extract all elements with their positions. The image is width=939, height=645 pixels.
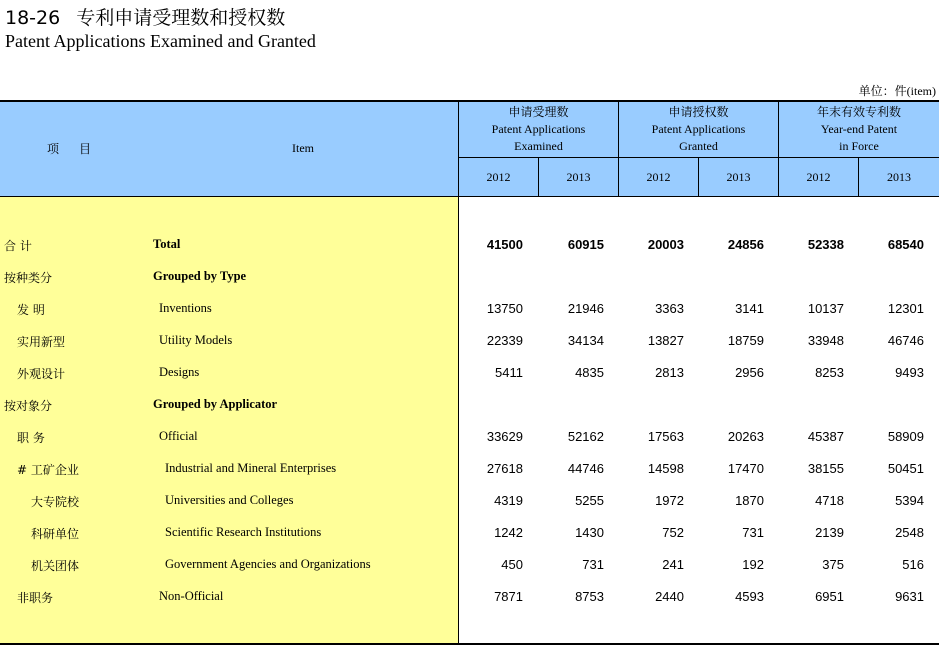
table-row bbox=[0, 301, 939, 321]
row-label-en: Utility Models bbox=[159, 333, 233, 347]
group-cn: 申请授权数 bbox=[668, 105, 729, 119]
row-label-cn: 非职务 bbox=[17, 591, 54, 605]
value-cell: 52162 bbox=[567, 429, 604, 444]
header-year: 2012 bbox=[486, 170, 511, 184]
table-row bbox=[0, 397, 939, 417]
value-cell: 22339 bbox=[486, 333, 523, 348]
group-cn: 年末有效专利数 bbox=[816, 105, 901, 119]
table-row bbox=[0, 493, 939, 513]
table-row bbox=[0, 429, 939, 449]
value-cell: 34134 bbox=[567, 333, 604, 348]
row-label-cn: 实用新型 bbox=[17, 335, 66, 349]
row-label-cn: 按种类分 bbox=[4, 271, 53, 285]
row-label-cn: 科研单位 bbox=[31, 527, 80, 541]
row-label-en: Government Agencies and Organizations bbox=[165, 557, 371, 571]
header-bottom-rule bbox=[0, 196, 939, 197]
row-label-en: Total bbox=[153, 237, 181, 251]
row-label-en: Designs bbox=[159, 365, 200, 379]
value-cell: 17470 bbox=[727, 461, 764, 476]
value-cell: 2956 bbox=[735, 365, 764, 380]
group-cn: 申请受理数 bbox=[508, 105, 569, 119]
row-label-cn: 按对象分 bbox=[4, 399, 53, 413]
value-cell: 13750 bbox=[486, 301, 523, 316]
value-cell: 5411 bbox=[495, 365, 523, 380]
group-en-line1: Year-end Patent bbox=[820, 122, 898, 136]
value-cell: 516 bbox=[902, 557, 924, 572]
value-cell: 12301 bbox=[887, 301, 924, 316]
value-cell: 33629 bbox=[486, 429, 523, 444]
table-title-cn bbox=[5, 3, 285, 30]
row-label-en: Scientific Research Institutions bbox=[165, 525, 322, 539]
value-cell: 4835 bbox=[575, 365, 604, 380]
value-cell: 33948 bbox=[807, 333, 844, 348]
group-en-line1: Patent Applications bbox=[491, 122, 586, 136]
value-cell: 3363 bbox=[655, 301, 684, 316]
value-cell: 731 bbox=[742, 525, 764, 540]
row-label-cn: 发 明 bbox=[17, 303, 45, 317]
value-cell: 2548 bbox=[895, 525, 924, 540]
value-cell: 4319 bbox=[494, 493, 523, 508]
row-label-cn: 大专院校 bbox=[31, 495, 80, 509]
value-cell: 450 bbox=[501, 557, 523, 572]
row-label-en: Grouped by Applicator bbox=[153, 397, 278, 411]
header-year: 2013 bbox=[887, 170, 911, 184]
value-cell: 192 bbox=[742, 557, 764, 572]
header-item-en: Item bbox=[292, 141, 314, 155]
header-year: 2013 bbox=[566, 170, 591, 184]
group-en-line1: Patent Applications bbox=[651, 122, 746, 136]
value-cell: 13827 bbox=[647, 333, 684, 348]
value-cell: 45387 bbox=[807, 429, 844, 444]
group-en-line2: Granted bbox=[679, 139, 718, 153]
value-cell: 8253 bbox=[815, 365, 844, 380]
value-cell: 58909 bbox=[887, 429, 924, 444]
value-cell: 27618 bbox=[486, 461, 523, 476]
row-label-en: Universities and Colleges bbox=[165, 493, 294, 507]
value-cell: 60915 bbox=[567, 237, 604, 252]
table-row bbox=[0, 237, 939, 257]
header-year: 2012 bbox=[806, 170, 831, 184]
row-label-en: Non-Official bbox=[159, 589, 224, 603]
table-row bbox=[0, 557, 939, 577]
value-cell: 44746 bbox=[567, 461, 604, 476]
row-label-cn: 职 务 bbox=[17, 431, 45, 445]
value-cell: 20003 bbox=[647, 237, 684, 252]
value-cell: 50451 bbox=[887, 461, 924, 476]
value-cell: 375 bbox=[822, 557, 844, 572]
group-en-line2: in Force bbox=[839, 139, 879, 153]
row-label-cn: 外观设计 bbox=[17, 367, 66, 381]
value-cell: 10137 bbox=[807, 301, 844, 316]
value-cell: 17563 bbox=[647, 429, 684, 444]
value-cell: 24856 bbox=[727, 237, 764, 252]
value-cell: 2813 bbox=[655, 365, 684, 380]
unit-label: 单位：件(item) bbox=[858, 84, 936, 98]
table-title-cn-text: 专利申请受理数和授权数 bbox=[76, 7, 286, 29]
table-row bbox=[0, 461, 939, 481]
value-cell: 752 bbox=[662, 525, 684, 540]
value-cell: 52338 bbox=[807, 237, 844, 252]
value-cell: 3141 bbox=[735, 301, 764, 316]
table-title-en: Patent Applications Examined and Granted bbox=[5, 31, 316, 51]
value-cell: 241 bbox=[662, 557, 684, 572]
value-cell: 18759 bbox=[727, 333, 764, 348]
value-cell: 4718 bbox=[815, 493, 844, 508]
value-cell: 7871 bbox=[494, 589, 523, 604]
row-label-en: Industrial and Mineral Enterprises bbox=[165, 461, 337, 475]
table-top-rule bbox=[0, 100, 939, 102]
row-label-cn: 合 计 bbox=[4, 239, 32, 253]
value-cell: 46746 bbox=[887, 333, 924, 348]
value-cell: 1242 bbox=[494, 525, 523, 540]
header-year: 2012 bbox=[646, 170, 671, 184]
value-cell: 1430 bbox=[575, 525, 604, 540]
value-cell: 2440 bbox=[655, 589, 684, 604]
value-cell: 5394 bbox=[895, 493, 924, 508]
value-cell: 1870 bbox=[735, 493, 764, 508]
value-cell: 38155 bbox=[807, 461, 844, 476]
table-row bbox=[0, 269, 939, 289]
header-item-cn: 项目 bbox=[47, 142, 112, 156]
value-cell: 14598 bbox=[647, 461, 684, 476]
value-cell: 9631 bbox=[895, 589, 924, 604]
value-cell: 2139 bbox=[815, 525, 844, 540]
header-year: 2013 bbox=[726, 170, 751, 184]
row-label-en: Official bbox=[159, 429, 198, 443]
row-label-cn: # 工矿企业 bbox=[17, 463, 79, 477]
value-cell: 4593 bbox=[735, 589, 764, 604]
value-cell: 6951 bbox=[815, 589, 844, 604]
header-group-examined bbox=[459, 104, 618, 155]
row-label-en: Inventions bbox=[159, 301, 212, 315]
value-cell: 41500 bbox=[486, 237, 523, 252]
table-number: 18-26 bbox=[5, 7, 61, 29]
value-cell: 21946 bbox=[567, 301, 604, 316]
value-cell: 731 bbox=[582, 557, 604, 572]
value-cell: 5255 bbox=[575, 493, 604, 508]
value-cell: 9493 bbox=[895, 365, 924, 380]
row-label-cn: 机关团体 bbox=[31, 559, 80, 573]
group-en-line2: Examined bbox=[514, 139, 563, 153]
table-row bbox=[0, 365, 939, 385]
value-cell: 68540 bbox=[887, 237, 924, 252]
header-group-granted bbox=[619, 104, 778, 155]
data-table bbox=[0, 100, 939, 645]
row-label-en: Grouped by Type bbox=[153, 269, 247, 283]
header-group-in-force bbox=[779, 104, 939, 155]
table-row bbox=[0, 333, 939, 353]
value-cell: 20263 bbox=[727, 429, 764, 444]
value-cell: 1972 bbox=[655, 493, 684, 508]
table-row bbox=[0, 525, 939, 545]
table-row bbox=[0, 589, 939, 609]
value-cell: 8753 bbox=[575, 589, 604, 604]
